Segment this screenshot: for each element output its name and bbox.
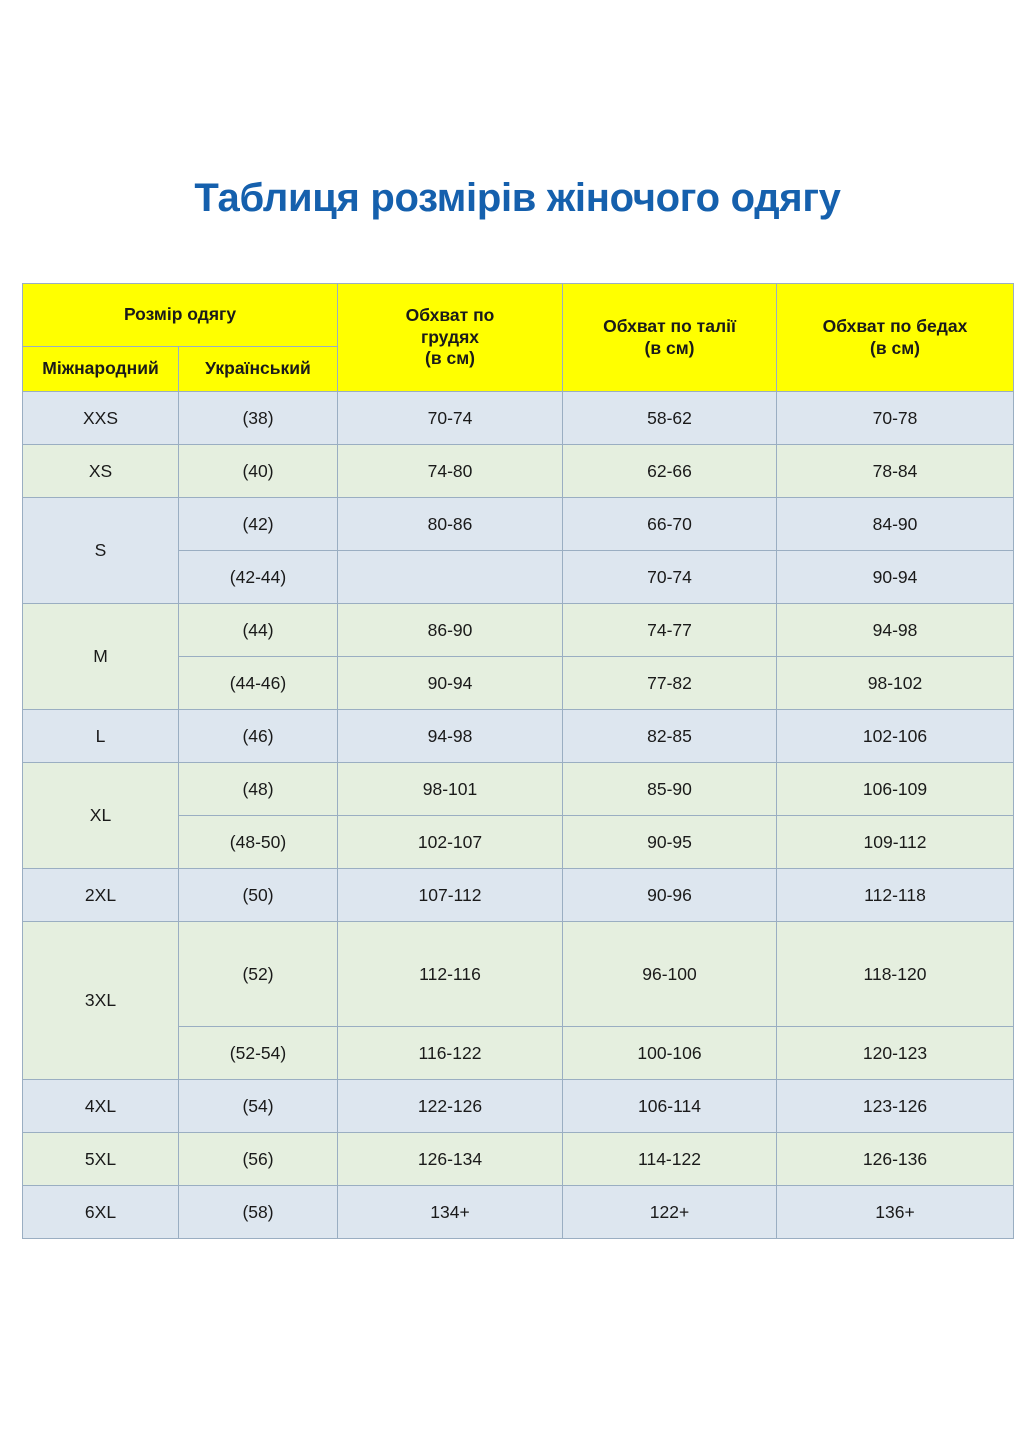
cell-chest: 126-134	[338, 1133, 563, 1186]
cell-international: 6XL	[23, 1186, 179, 1239]
cell-hips: 98-102	[777, 657, 1014, 710]
cell-hips: 120-123	[777, 1027, 1014, 1080]
header-waist	[563, 284, 777, 392]
cell-international: 4XL	[23, 1080, 179, 1133]
cell-waist: 90-96	[563, 869, 777, 922]
cell-hips: 84-90	[777, 498, 1014, 551]
cell-waist: 82-85	[563, 710, 777, 763]
table-row	[23, 1080, 1014, 1133]
page-title: Таблиця розмірів жіночого одягу	[194, 176, 841, 220]
cell-waist: 58-62	[563, 392, 777, 445]
header-waist-line1: Обхват по талії	[603, 315, 736, 336]
header-chest-line2: грудях	[420, 326, 480, 347]
cell-international: L	[23, 710, 179, 763]
cell-chest: 90-94	[338, 657, 563, 710]
cell-hips: 70-78	[777, 392, 1014, 445]
size-table-container	[22, 283, 1013, 1239]
cell-waist: 122+	[563, 1186, 777, 1239]
cell-ukrainian: (42-44)	[179, 551, 338, 604]
cell-waist: 90-95	[563, 816, 777, 869]
table-row	[23, 922, 1014, 1027]
cell-hips: 126-136	[777, 1133, 1014, 1186]
header-international: Міжнародний	[23, 347, 179, 392]
cell-chest: 102-107	[338, 816, 563, 869]
table-header	[23, 284, 1014, 392]
cell-waist: 66-70	[563, 498, 777, 551]
header-chest-line1: Обхват по	[405, 304, 495, 325]
cell-hips: 78-84	[777, 445, 1014, 498]
cell-chest: 112-116	[338, 922, 563, 1027]
header-chest-line3: (в см)	[425, 348, 475, 369]
cell-chest: 122-126	[338, 1080, 563, 1133]
cell-ukrainian: (46)	[179, 710, 338, 763]
cell-hips: 102-106	[777, 710, 1014, 763]
cell-ukrainian: (52)	[179, 922, 338, 1027]
cell-ukrainian: (48-50)	[179, 816, 338, 869]
header-waist-line2: (в см)	[644, 337, 695, 358]
cell-ukrainian: (52-54)	[179, 1027, 338, 1080]
header-hips	[777, 284, 1014, 392]
cell-chest: 98-101	[338, 763, 563, 816]
table-row	[23, 869, 1014, 922]
table-row	[23, 1133, 1014, 1186]
cell-chest: 94-98	[338, 710, 563, 763]
cell-international: 2XL	[23, 869, 179, 922]
cell-waist: 114-122	[563, 1133, 777, 1186]
cell-hips: 136+	[777, 1186, 1014, 1239]
cell-international: M	[23, 604, 179, 710]
cell-chest: 74-80	[338, 445, 563, 498]
cell-ukrainian: (48)	[179, 763, 338, 816]
cell-ukrainian: (50)	[179, 869, 338, 922]
cell-hips: 118-120	[777, 922, 1014, 1027]
table-row	[23, 763, 1014, 816]
cell-hips: 90-94	[777, 551, 1014, 604]
cell-waist: 96-100	[563, 922, 777, 1027]
header-hips-line2: (в см)	[870, 337, 920, 358]
cell-waist: 77-82	[563, 657, 777, 710]
cell-hips: 112-118	[777, 869, 1014, 922]
cell-waist: 85-90	[563, 763, 777, 816]
cell-waist: 106-114	[563, 1080, 777, 1133]
table-row	[23, 445, 1014, 498]
table-row	[23, 1186, 1014, 1239]
cell-ukrainian: (44-46)	[179, 657, 338, 710]
cell-international: XL	[23, 763, 179, 869]
table-header-row-1	[23, 284, 1014, 347]
cell-chest: 80-86	[338, 498, 563, 551]
cell-chest: 134+	[338, 1186, 563, 1239]
cell-chest: 116-122	[338, 1027, 563, 1080]
cell-ukrainian: (42)	[179, 498, 338, 551]
table-row	[23, 604, 1014, 657]
cell-chest: 107-112	[338, 869, 563, 922]
cell-international: XXS	[23, 392, 179, 445]
cell-waist: 62-66	[563, 445, 777, 498]
cell-ukrainian: (54)	[179, 1080, 338, 1133]
cell-hips: 109-112	[777, 816, 1014, 869]
header-chest	[338, 284, 563, 392]
cell-international: S	[23, 498, 179, 604]
header-size-group: Розмір одягу	[23, 284, 338, 347]
cell-international: XS	[23, 445, 179, 498]
cell-international: 5XL	[23, 1133, 179, 1186]
cell-ukrainian: (44)	[179, 604, 338, 657]
table-row	[23, 498, 1014, 551]
cell-chest: 70-74	[338, 392, 563, 445]
table-row	[23, 710, 1014, 763]
cell-waist: 74-77	[563, 604, 777, 657]
header-ukrainian: Український	[179, 347, 338, 392]
cell-chest	[338, 551, 563, 604]
cell-international: 3XL	[23, 922, 179, 1080]
size-table	[22, 283, 1014, 1239]
header-hips-line1: Обхват по бедах	[822, 315, 968, 336]
cell-hips: 106-109	[777, 763, 1014, 816]
cell-ukrainian: (56)	[179, 1133, 338, 1186]
cell-ukrainian: (58)	[179, 1186, 338, 1239]
cell-ukrainian: (40)	[179, 445, 338, 498]
cell-hips: 94-98	[777, 604, 1014, 657]
cell-waist: 70-74	[563, 551, 777, 604]
cell-hips: 123-126	[777, 1080, 1014, 1133]
cell-ukrainian: (38)	[179, 392, 338, 445]
cell-chest: 86-90	[338, 604, 563, 657]
table-body	[23, 392, 1014, 1239]
cell-waist: 100-106	[563, 1027, 777, 1080]
table-row	[23, 392, 1014, 445]
